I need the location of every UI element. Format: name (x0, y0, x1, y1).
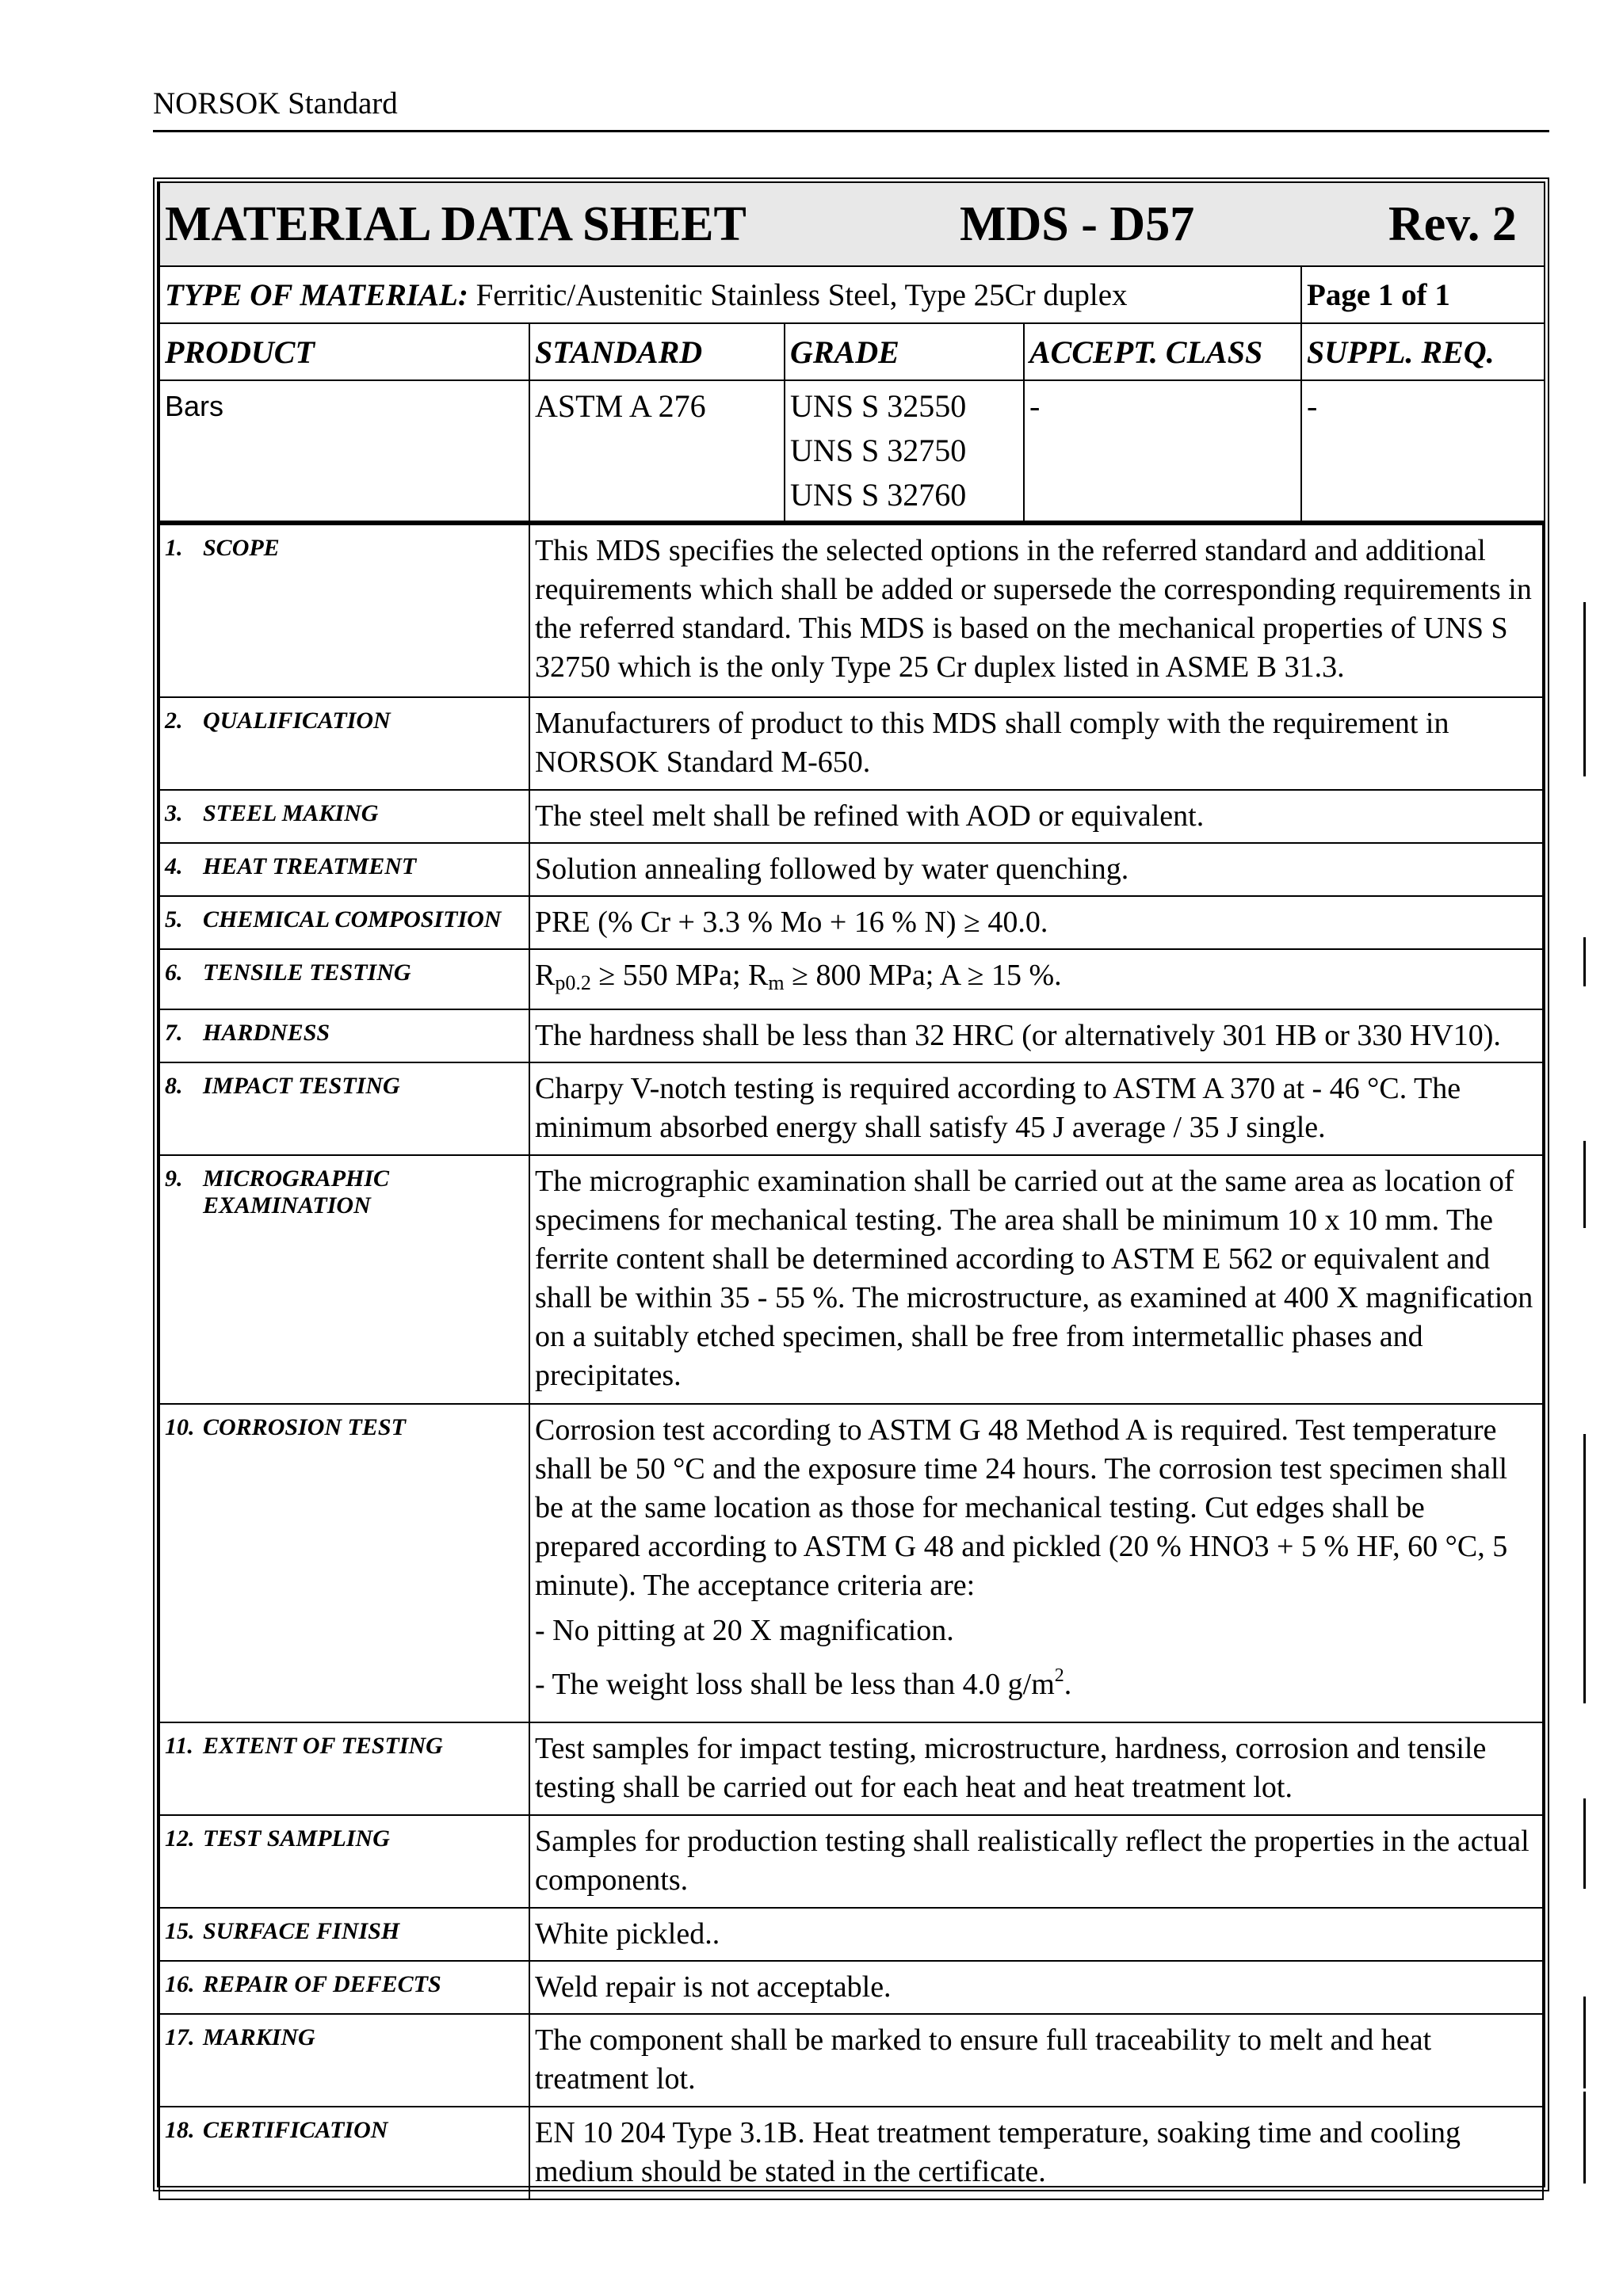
sheet-title: MATERIAL DATA SHEET (165, 196, 747, 251)
section-text: $R_{p0.2} \ge 550$ MPa; $R_m \ge 800$ MPa; A ≥ 15 %. (529, 949, 1543, 1009)
column-header-suppl-req: SUPPL. REQ. (1301, 323, 1545, 380)
section-label: 6. TENSILE TESTING (159, 949, 529, 1009)
section-label: 1. SCOPE (159, 524, 529, 697)
section-text: Corrosion test according to ASTM G 48 Method A is required. Test temperature shall be 50 °C and the exposure time 24 hours. The corrosion test specimen shall be at the same location as those for mechanical testing. Cut edges shall be prepared according to ASTM G 48 and pickled (20 % HNO3 + 5 % HF, 60 °C, 5 minute). The acceptance criteria are: - No pitting at 20 X magnification. - The weight loss shall be less than 4.0 $g/m^2$. (529, 1404, 1543, 1722)
section-text: The component shall be marked to ensure full traceability to melt and heat treatment lot. (529, 2014, 1543, 2107)
section-label: 10. CORROSION TEST (159, 1404, 529, 1722)
suppl-req-value: - (1301, 380, 1545, 521)
section-label: 8. IMPACT TESTING (159, 1062, 529, 1155)
page-header: NORSOK Standard (153, 86, 398, 120)
grade-value: UNS S 32760 (790, 477, 967, 513)
title-block (158, 183, 1545, 522)
section-text: White pickled.. (529, 1908, 1543, 1961)
change-bar (1583, 1997, 1586, 2088)
column-header-accept-class: ACCEPT. CLASS (1024, 323, 1301, 380)
column-header-product: PRODUCT (159, 323, 529, 380)
type-of-material (159, 266, 1301, 323)
section-label: 16. REPAIR OF DEFECTS (159, 1961, 529, 2014)
section-row (159, 2107, 1543, 2199)
section-text: Samples for production testing shall realistically reflect the properties in the actual components. (529, 1815, 1543, 1908)
change-bar (1583, 1798, 1586, 1889)
section-row (159, 896, 1543, 949)
section-row (159, 790, 1543, 843)
change-bar (1583, 1434, 1586, 1703)
section-row (159, 1155, 1543, 1404)
section-text: The micrographic examination shall be carried out at the same area as location of specimens for mechanical testing. The area shall be minimum 10 x 10 mm. The ferrite content shall be determined according to ASTM E 562 or equivalent and shall be within 35 - 55 %. The microstructure, as examined at 400 X magnification on a suitably etched specimen, shall be free from intermetallic phases and precipitates. (529, 1155, 1543, 1404)
section-label: 3. STEEL MAKING (159, 790, 529, 843)
section-row (159, 1722, 1543, 1815)
mds-number: MDS - D57 (960, 196, 1195, 251)
standard-value: ASTM A 276 (529, 380, 785, 521)
change-bar (1583, 2092, 1586, 2183)
section-row (159, 1009, 1543, 1062)
type-of-material-label: TYPE OF MATERIAL: (165, 277, 468, 312)
section-row (159, 949, 1543, 1009)
criteria-item: - No pitting at 20 X magnification. (535, 1614, 954, 1647)
section-text: This MDS specifies the selected options in the referred standard and additional requirements which shall be added or supersede the corresponding requirements in the referred standard. This MDS is based on the mechanical properties of UNS S 32750 which is the only Type 25 Cr duplex listed in ASME B 31.3. (529, 524, 1543, 697)
change-bar (1583, 602, 1586, 694)
section-text: Test samples for impact testing, microstructure, hardness, corrosion and tensile testing shall be carried out for each heat and heat treatment lot. (529, 1722, 1543, 1815)
accept-class-value: - (1024, 380, 1301, 521)
section-row (159, 843, 1543, 896)
header-rule (153, 130, 1549, 132)
section-text: Charpy V-notch testing is required according to ASTM A 370 at - 46 °C. The minimum absorbed energy shall satisfy 45 J average / 35 J single. (529, 1062, 1543, 1155)
section-row (159, 1404, 1543, 1722)
section-row (159, 697, 1543, 790)
section-text: PRE (% Cr + 3.3 % Mo + 16 % N) ≥ 40.0. (529, 896, 1543, 949)
column-header-standard: STANDARD (529, 323, 785, 380)
section-text: Manufacturers of product to this MDS shall comply with the requirement in NORSOK Standard M-650. (529, 697, 1543, 790)
page-number: Page 1 of 1 (1301, 266, 1545, 323)
grade-value: UNS S 32550 (790, 388, 967, 424)
section-label: 2. QUALIFICATION (159, 697, 529, 790)
section-text: The steel melt shall be refined with AOD or equivalent. (529, 790, 1543, 843)
section-label: 17. MARKING (159, 2014, 529, 2107)
change-bar (1583, 1141, 1586, 1228)
section-text: Solution annealing followed by water quenching. (529, 843, 1543, 896)
section-label: 9. MICROGRAPHIC EXAMINATION (159, 1155, 529, 1404)
section-row (159, 1062, 1543, 1155)
section-label: 4. HEAT TREATMENT (159, 843, 529, 896)
section-row (159, 524, 1543, 697)
section-text: The hardness shall be less than 32 HRC (or alternatively 301 HB or 330 HV10). (529, 1009, 1543, 1062)
section-label: 15. SURFACE FINISH (159, 1908, 529, 1961)
requirements-table (158, 522, 1544, 2200)
title-bar (159, 183, 1545, 266)
section-row (159, 1908, 1543, 1961)
product-value: Bars (159, 380, 529, 521)
section-label: 7. HARDNESS (159, 1009, 529, 1062)
change-bar (1583, 689, 1586, 776)
type-of-material-value: Ferritic/Austenitic Stainless Steel, Type 25Cr duplex (475, 277, 1128, 312)
section-label: 12. TEST SAMPLING (159, 1815, 529, 1908)
section-text: EN 10 204 Type 3.1B. Heat treatment temperature, soaking time and cooling medium should be stated in the certificate. (529, 2107, 1543, 2199)
change-bar (1583, 937, 1586, 986)
section-label: 18. CERTIFICATION (159, 2107, 529, 2199)
criteria-item: - The weight loss shall be less than 4.0 $g/m^2$. (535, 1665, 1072, 1701)
revision: Rev. 2 (1388, 196, 1517, 251)
material-data-sheet (153, 177, 1549, 2191)
grade-values (785, 380, 1024, 521)
section-label: 11. EXTENT OF TESTING (159, 1722, 529, 1815)
section-row (159, 1815, 1543, 1908)
section-label: 5. CHEMICAL COMPOSITION (159, 896, 529, 949)
section-row (159, 2014, 1543, 2107)
section-row (159, 1961, 1543, 2014)
column-header-grade: GRADE (785, 323, 1024, 380)
grade-value: UNS S 32750 (790, 433, 967, 468)
section-text: Weld repair is not acceptable. (529, 1961, 1543, 2014)
